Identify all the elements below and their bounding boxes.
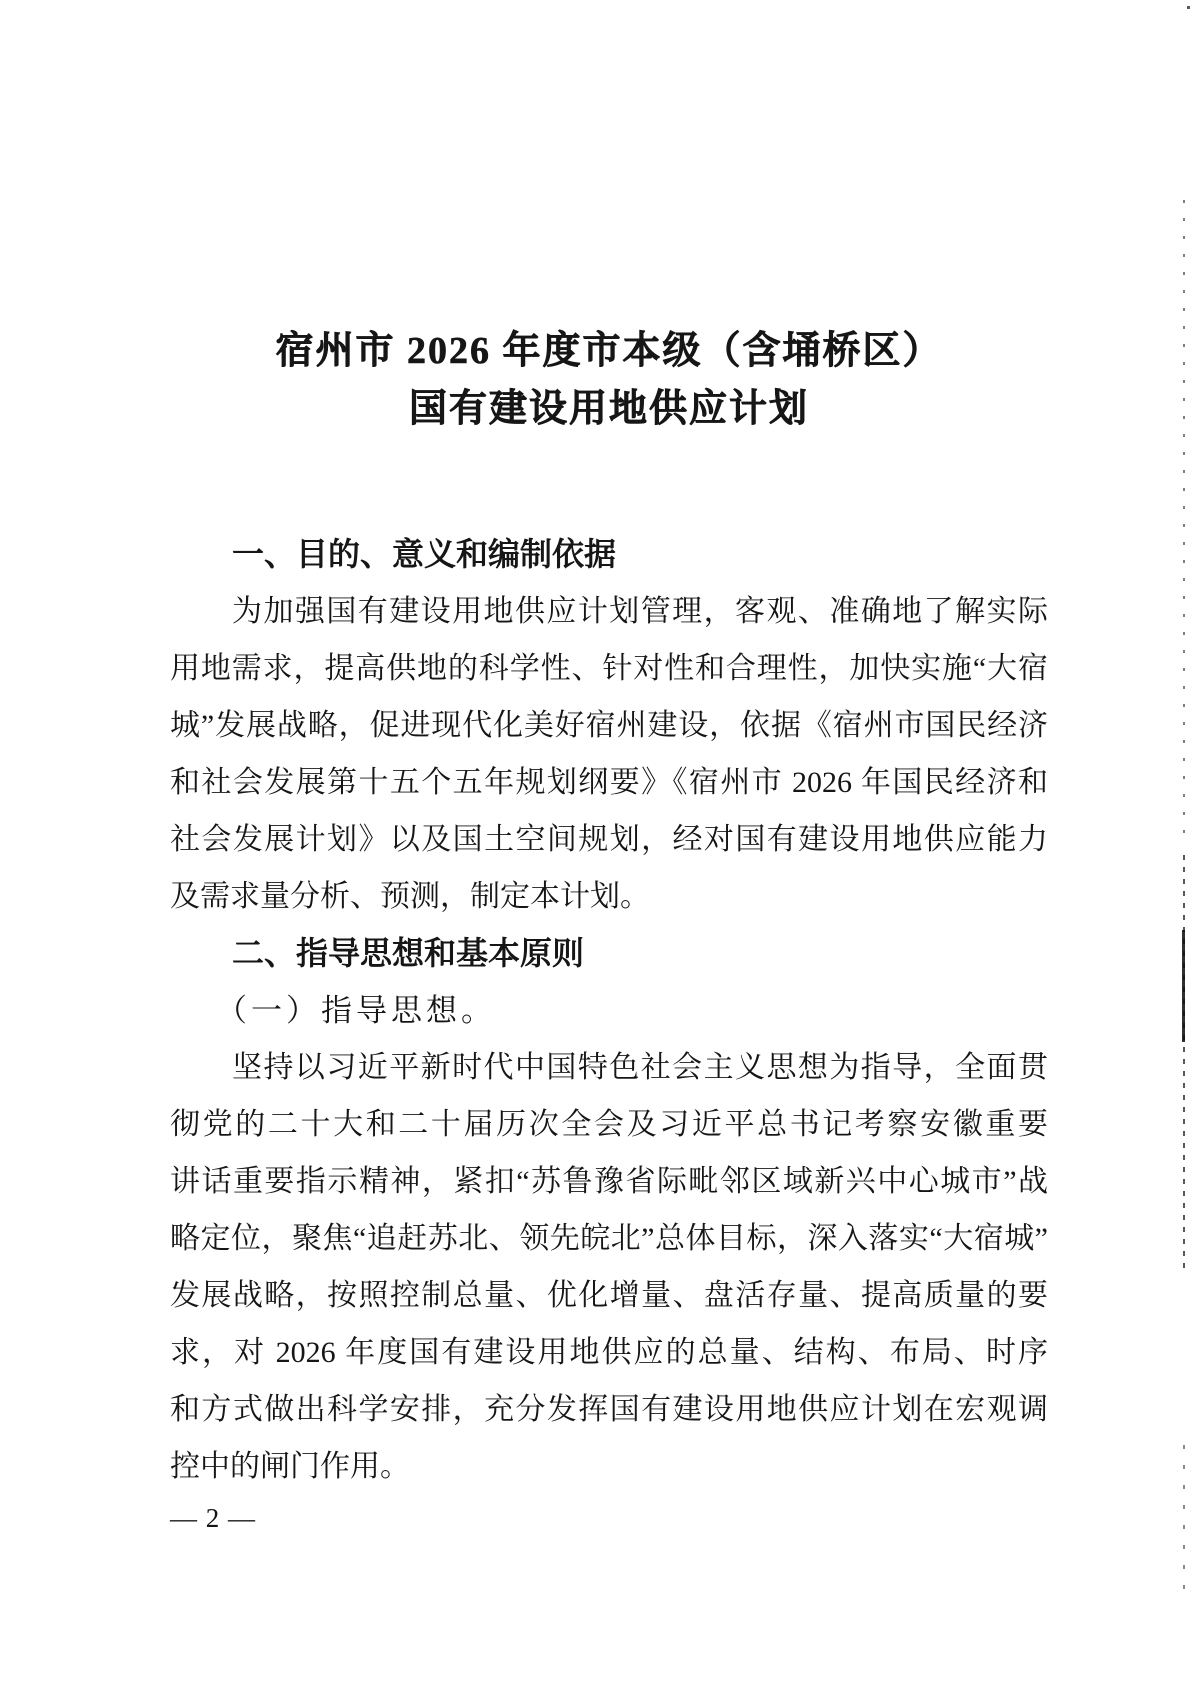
para-line: 用地需求，提高供地的科学性、针对性和合理性，加快实施“大宿	[170, 652, 1048, 685]
scan-noise-dot	[1187, 6, 1190, 9]
section-1-paragraph	[170, 583, 1048, 925]
para-line: 坚持以习近平新时代中国特色社会主义思想为指导，全面贯	[232, 1051, 1048, 1084]
document-title-line-2: 国有建设用地供应计划	[408, 388, 809, 430]
para-line: 城”发展战略，促进现代化美好宿州建设，依据《宿州市国民经济	[170, 709, 1048, 742]
para-line: 发展战略，按照控制总量、优化增量、盘活存量、提高质量的要	[170, 1279, 1048, 1312]
page-number: — 2 —	[170, 1503, 256, 1533]
section-2-heading: 二、指导思想和基本原则	[232, 935, 585, 971]
para-line: 社会发展计划》以及国土空间规划，经对国有建设用地供应能力	[170, 823, 1048, 856]
section-2-subheading: （一）指导思想。	[216, 993, 496, 1028]
document-body	[170, 322, 1048, 1533]
scan-noise-artifact	[1183, 200, 1185, 840]
para-line: 控中的闸门作用。	[170, 1450, 410, 1483]
section-1-heading: 一、目的、意义和编制依据	[232, 536, 617, 572]
para-line: 及需求量分析、预测，制定本计划。	[170, 880, 650, 913]
document-title-line-1: 宿州市 2026 年度市本级（含埇桥区）	[275, 330, 943, 372]
para-line: 和社会发展第十五个五年规划纲要》《宿州市 2026 年国民经济和	[170, 766, 1048, 799]
para-line: 求，对 2026 年度国有建设用地供应的总量、结构、布局、时序	[170, 1336, 1048, 1369]
para-line: 为加强国有建设用地供应计划管理，客观、准确地了解实际	[232, 595, 1048, 628]
section-2-paragraph	[170, 1039, 1048, 1495]
scan-noise-artifact	[1183, 1445, 1185, 1595]
para-line: 略定位，聚焦“追赶苏北、领先皖北”总体目标，深入落实“大宿城”	[170, 1222, 1048, 1255]
scan-noise-artifact	[1183, 855, 1185, 1275]
scan-noise-artifact	[1182, 930, 1185, 1042]
para-line: 讲话重要指示精神，紧扣“苏鲁豫省际毗邻区域新兴中心城市”战	[170, 1165, 1048, 1198]
document-title	[170, 322, 1048, 438]
para-line: 和方式做出科学安排，充分发挥国有建设用地供应计划在宏观调	[170, 1393, 1048, 1426]
para-line: 彻党的二十大和二十届历次全会及习近平总书记考察安徽重要	[170, 1108, 1048, 1141]
